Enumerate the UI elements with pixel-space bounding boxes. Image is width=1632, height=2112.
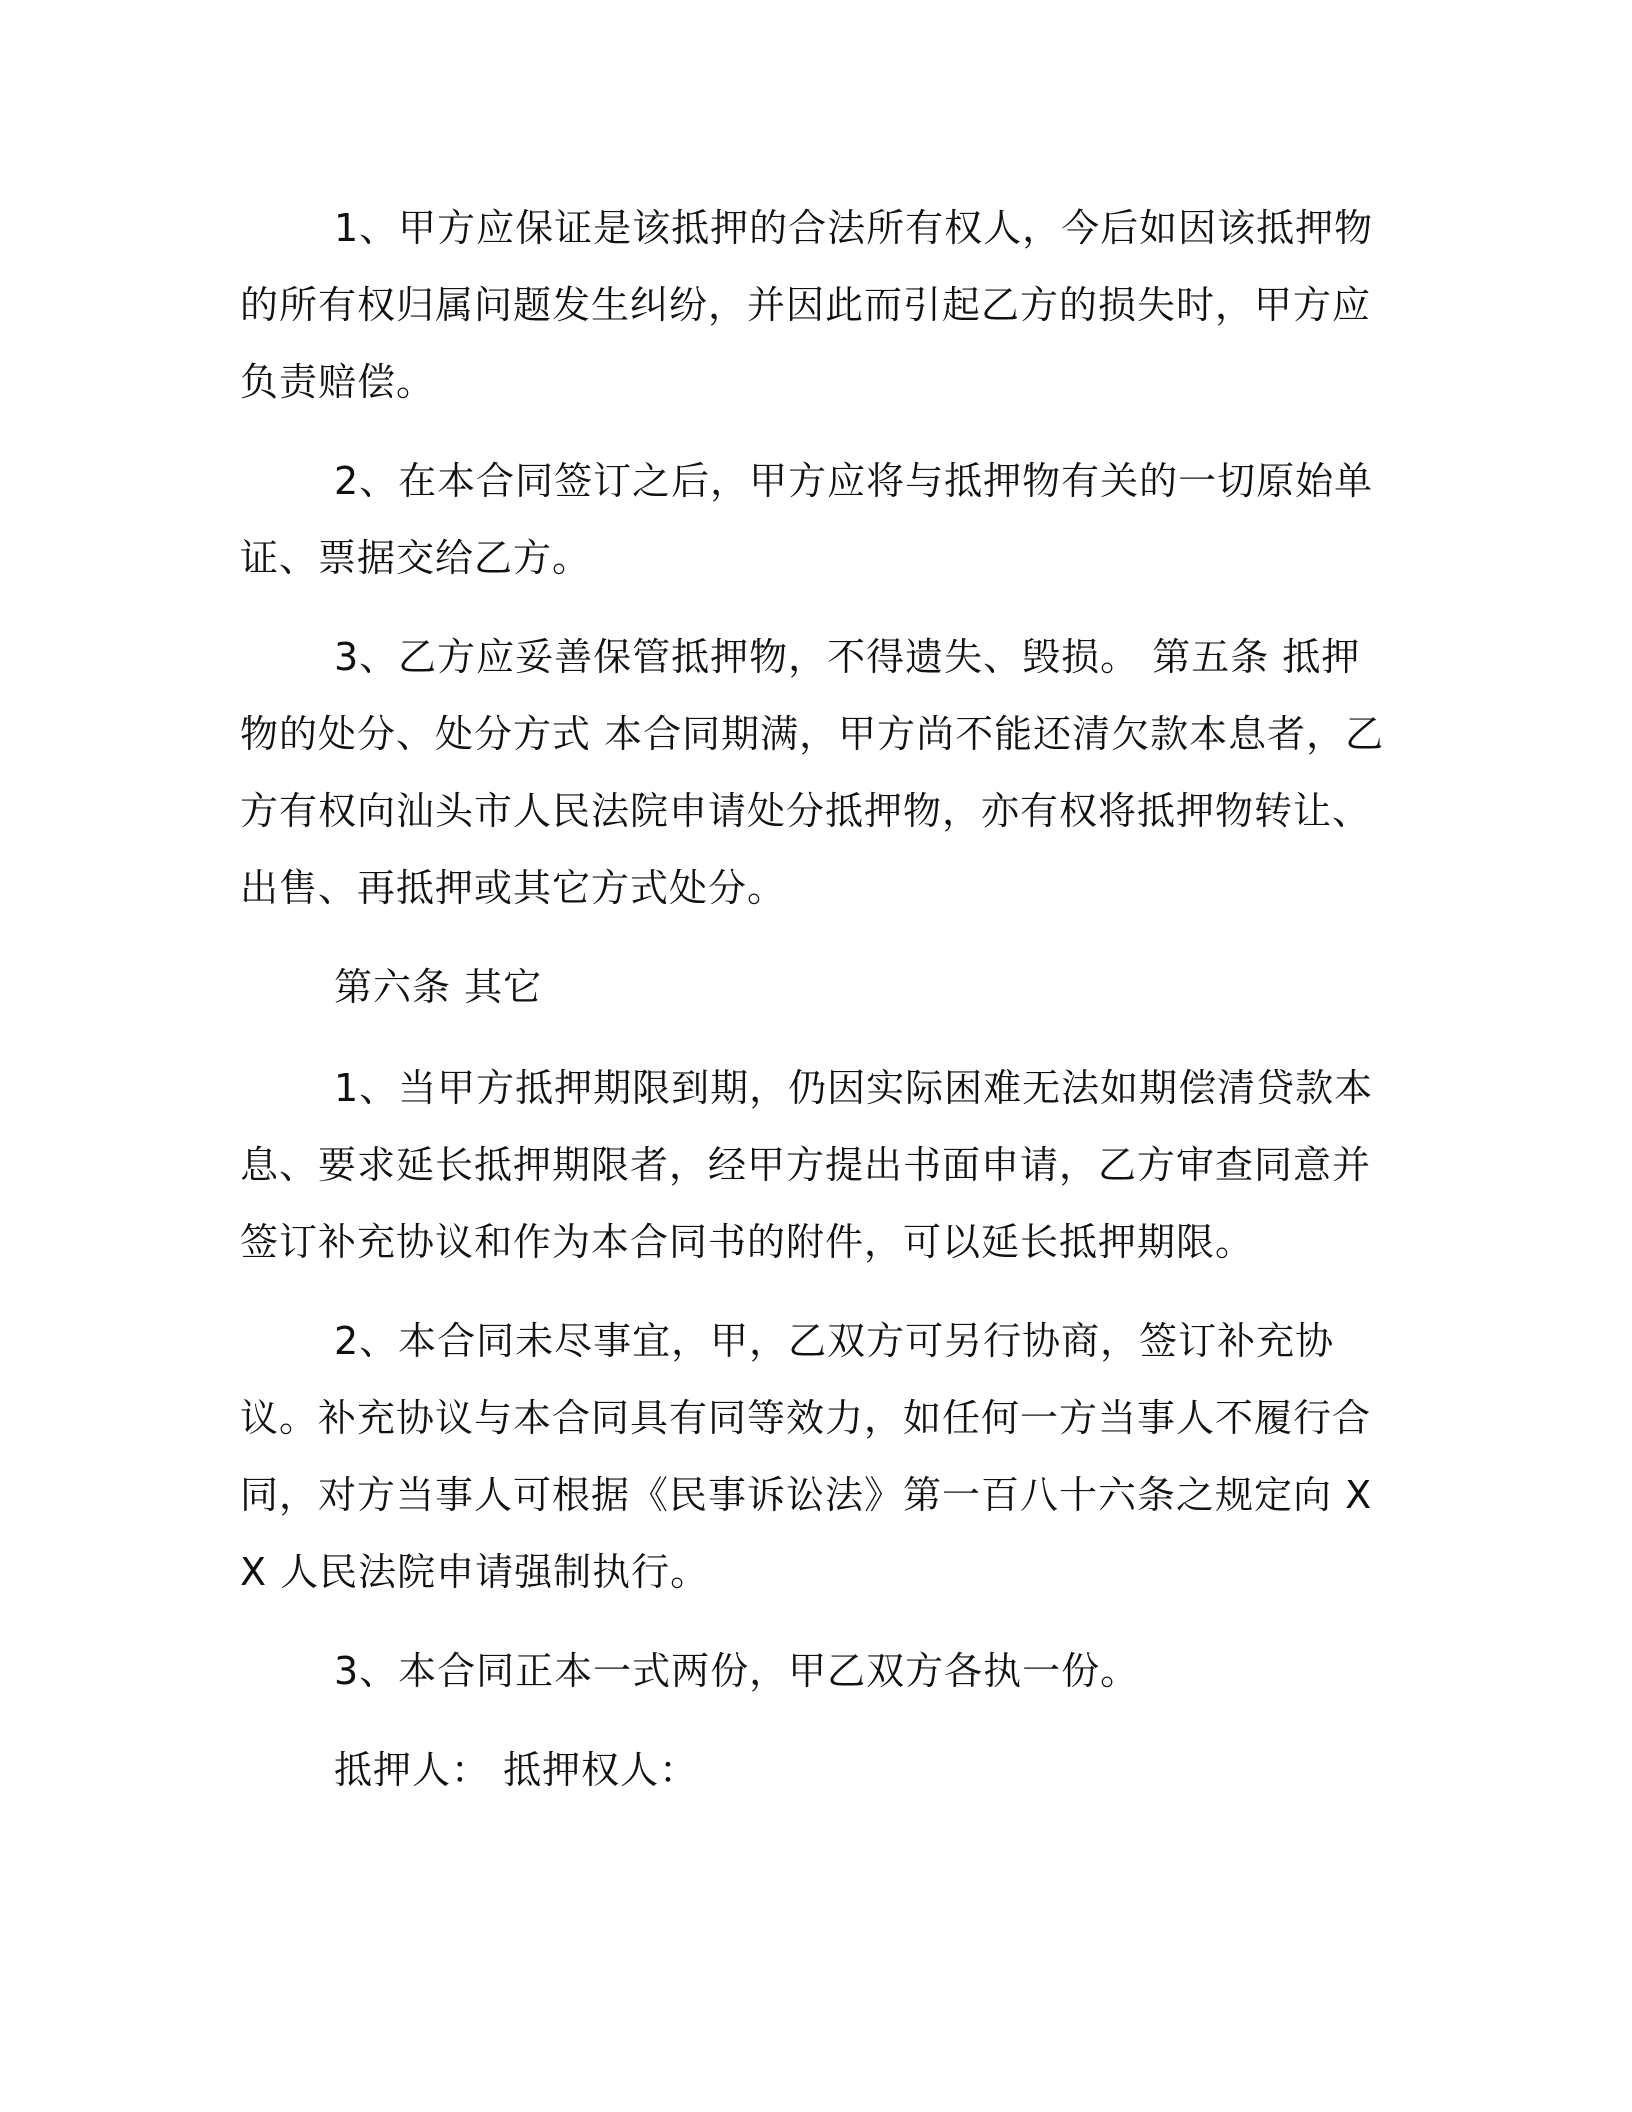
signature-line: 抵押人： 抵押权人： xyxy=(334,1748,699,1792)
document-body xyxy=(240,190,1392,1831)
article-six-paragraph-3: 3、本合同正本一式两份，甲乙双方各执一份。 xyxy=(334,1649,1140,1693)
clause-paragraph-2: 2、在本合同签订之后，甲方应将与抵押物有关的一切原始单证、票据交给乙方。 xyxy=(240,459,1374,580)
article-six-heading: 第六条 其它 xyxy=(334,965,543,1009)
article-six-paragraph-2: 2、本合同未尽事宜，甲，乙双方可另行协商，签订补充协议。补充协议与本合同具有同等效力，如任何一方当事人不履行合同，对方当事人可根据《民事诉讼法》第一百八十六条之规定向 XX 人民法院申请强制执行。 xyxy=(240,1319,1373,1594)
clause-paragraph-1: 1、甲方应保证是该抵押的合法所有权人，今后如因该抵押物的所有权归属问题发生纠纷，并因此而引起乙方的损失时，甲方应负责赔偿。 xyxy=(240,206,1374,404)
article-six-paragraph-1: 1、当甲方抵押期限到期，仍因实际困难无法如期偿清贷款本息、要求延长抵押期限者，经甲方提出书面申请，乙方审查同意并签订补充协议和作为本合同书的附件，可以延长抵押期限。 xyxy=(240,1066,1374,1264)
clause-paragraph-3: 3、乙方应妥善保管抵押物，不得遗失、毁损。 第五条 抵押物的处分、处分方式 本合同期满，甲方尚不能还清欠款本息者，乙方有权向汕头市人民法院申请处分抵押物，亦有权将抵押物转让、出售、再抵押或其它方式处分。 xyxy=(240,635,1385,910)
